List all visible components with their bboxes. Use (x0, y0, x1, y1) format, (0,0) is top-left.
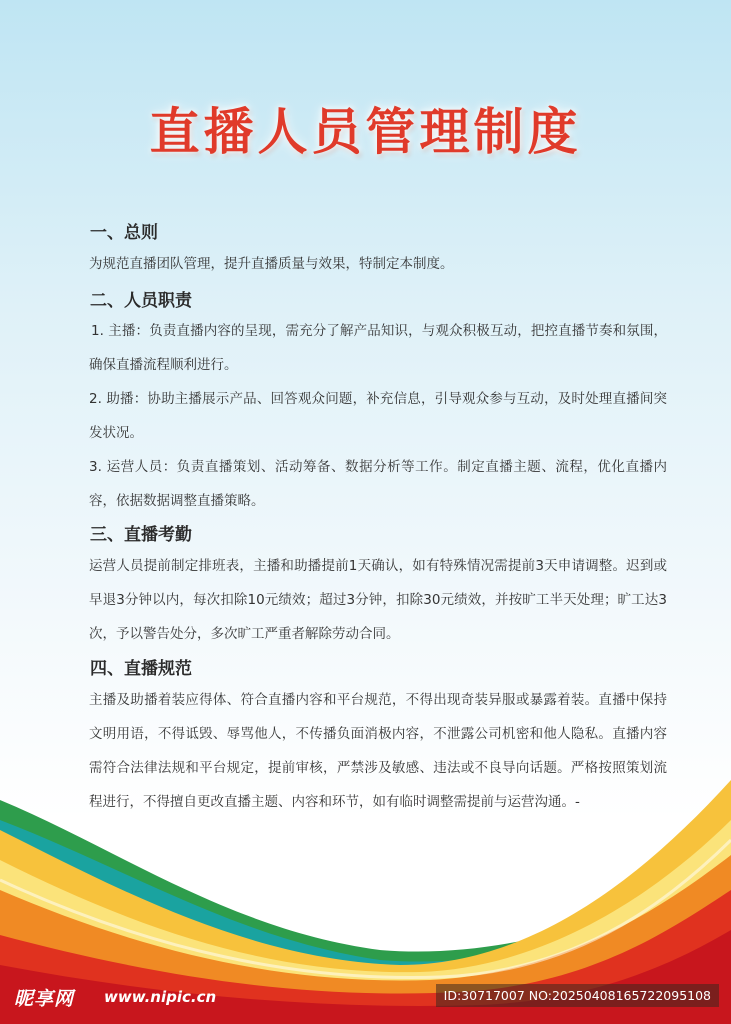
section-paragraph: 3. 运营人员：负责直播策划、活动筹备、数据分析等工作。制定直播主题、流程，优化直播内容，依据数据调整直播策略。 (89, 459, 667, 509)
image-id-label: ID:30717007 NO:20250408165722095108 (436, 984, 719, 1007)
section-heading-attendance: 三、直播考勤 (90, 525, 192, 545)
page-title: 直播人员管理制度 (149, 103, 582, 161)
watermark-footer (0, 978, 731, 1018)
section-heading-standards: 四、直播规范 (90, 659, 192, 679)
section-paragraph: 主播及助播着装应得体、符合直播内容和平台规范，不得出现奇装异服或暴露着装。直播中保持文明用语，不得诋毁、辱骂他人，不传播负面消极内容，不泄露公司机密和他人隐私。直播内容需符合法律法规和平台规定，提前审核，严禁涉及敏感、违法或不良导向话题。严格按照策划流程进行，不得擅自更改直播主题、内容和环节，如有临时调整需提前与运营沟通。- (89, 692, 667, 810)
section-paragraph: 为规范直播团队管理，提升直播质量与效果，特制定本制度。 (89, 256, 454, 272)
section-paragraph: 2. 助播：协助主播展示产品、回答观众问题，补充信息，引导观众参与互动，及时处理直播间突发状况。 (89, 391, 667, 441)
section-heading-general: 一、总则 (90, 223, 158, 243)
site-logo: 昵享网 (14, 988, 75, 1010)
section-paragraph: 运营人员提前制定排班表，主播和助播提前1天确认，如有特殊情况需提前3天申请调整。迟到或早退3分钟以内，每次扣除10元绩效；超过3分钟，扣除30元绩效，并按旷工半天处理；旷工达3次，予以警告处分，多次旷工严重者解除劳动合同。 (89, 558, 667, 642)
section-heading-duties: 二、人员职责 (90, 291, 192, 311)
section-paragraph: 1. 主播：负责直播内容的呈现，需充分了解产品知识，与观众积极互动，把控直播节奏和氛围，确保直播流程顺利进行。 (89, 323, 667, 373)
site-url: www.nipic.cn (104, 988, 217, 1006)
